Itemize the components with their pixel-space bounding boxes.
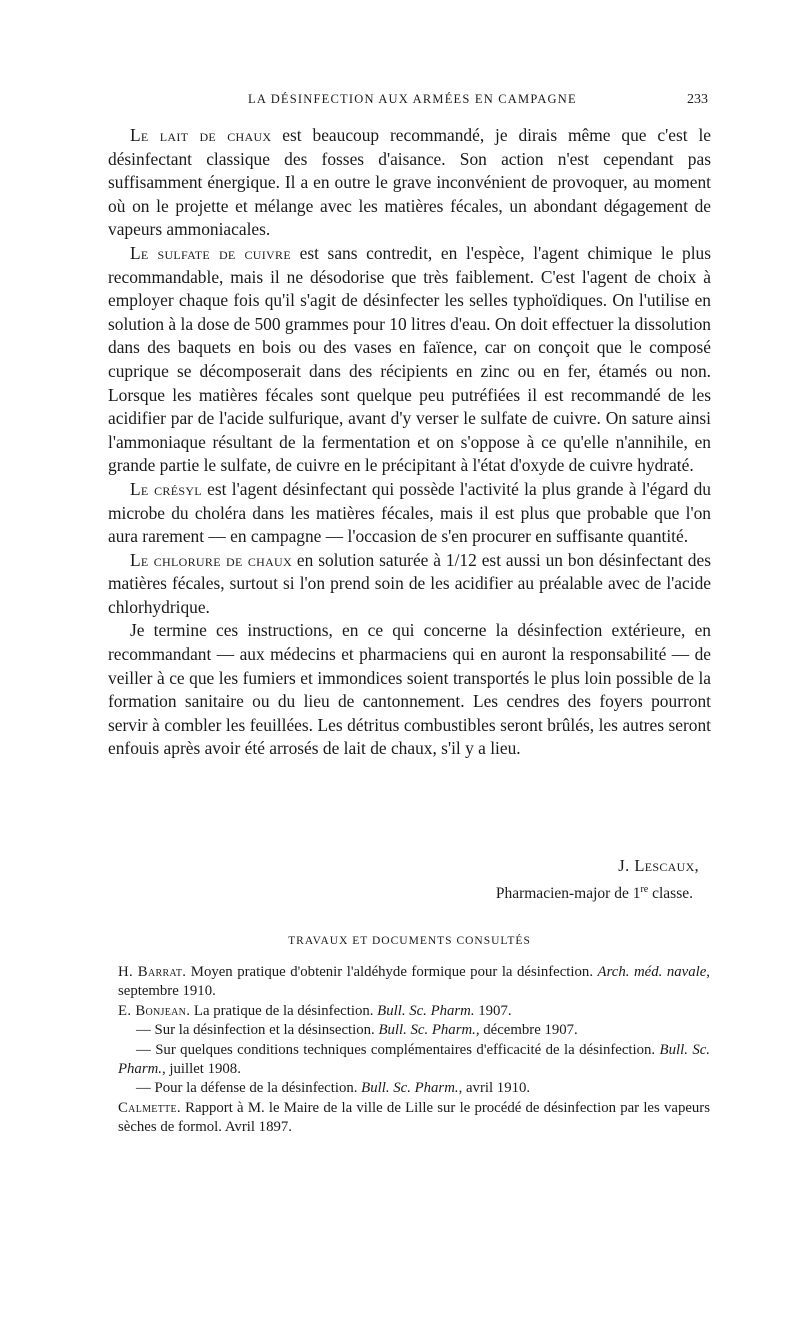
- references-heading: TRAVAUX ET DOCUMENTS CONSULTÉS: [288, 935, 531, 947]
- reference-author: Calmette.: [118, 1099, 181, 1116]
- reference-title: — Sur la désinfection et la désinsection.: [136, 1022, 379, 1039]
- paragraph-sulfate-de-cuivre: [108, 242, 711, 478]
- signature-initial: J.: [618, 856, 635, 875]
- reference-item: [118, 963, 710, 1002]
- reference-item: [118, 1079, 710, 1098]
- body-text: [108, 124, 711, 761]
- signature-role-tail: classe.: [648, 885, 693, 903]
- signature-role-sup: re: [640, 884, 649, 895]
- reference-author: H. Barrat.: [118, 964, 187, 980]
- signature-surname: Lescaux,: [634, 856, 699, 875]
- reference-source: Bull. Sc. Pharm.: [361, 1080, 459, 1097]
- paragraph-text: est l'agent désinfectant qui possède l'activité la plus grande à l'égard du microbe du choléra dans les matières fécales, mais il est plus que probable que l'on aura rarement — en campagne — l'occasion de s'en procurer en suffisante quantité.: [108, 478, 711, 547]
- paragraph-lead: Le chlorure de chaux: [130, 549, 292, 570]
- reference-title: Moyen pratique d'obtenir l'aldéhyde formique pour la désinfection.: [186, 964, 598, 980]
- reference-title: Rapport à M. le Maire de la ville de Lille sur le procédé de désinfection par les vapeurs sèches de formol. Avril 1897.: [118, 1099, 710, 1136]
- reference-date: 1907.: [474, 1002, 512, 1019]
- paragraph-chlorure-de-chaux: [108, 549, 711, 620]
- reference-source: Bull. Sc. Pharm.: [118, 1041, 710, 1078]
- paragraph-lead: Le lait de chaux: [130, 125, 272, 145]
- reference-source: Arch. méd. navale: [597, 964, 707, 980]
- reference-source: Bull. Sc. Pharm.: [377, 1002, 475, 1019]
- reference-title: — Sur quelques conditions techniques complémentaires d'efficacité de la désinfection.: [136, 1041, 660, 1058]
- reference-item: [118, 1099, 710, 1138]
- reference-source: Bull. Sc. Pharm.: [378, 1022, 476, 1039]
- signature-role-text: Pharmacien-major de 1: [495, 885, 641, 903]
- paragraph-text: Je termine ces instructions, en ce qui concerne la désinfection extérieure, en recommandant — aux médecins et pharmaciens qui en auront la responsabilité — de veiller à ce que les fumiers et immondices soient transportés le plus loin possible de la formation sanitaire ou du lieu de cantonnement. Les cendres des foyers pourront servir à combler les feuillées. Les détritus combustibles seront brûlés, les autres seront enfouis après avoir été arrosés de lait de chaux, s'il y a lieu.: [108, 620, 711, 759]
- reference-title: — Pour la défense de la désinfection.: [136, 1080, 362, 1097]
- signature: [108, 854, 711, 906]
- paragraph-text: est sans contredit, en l'espèce, l'agent chimique le plus recommandable, mais il ne désodorise que très faiblement. C'est l'agent de choix à employer chaque fois qu'il s'agit de désinfecter les selles typhoïdiques. On l'utilise en solution à la dose de 500 grammes pour 10 litres d'eau. On doit effectuer la dissolution dans des baquets en bois ou des vases en faïence, car on conçoit que le composé cuprique se décomposerait dans des récipients en zinc ou en fer, étamés ou non. Lorsque les matières fécales sont quelque peu putréfiées il est recommandé de les acidifier par de l'acide sulfurique, avant d'y verser le sulfate de cuivre. On sature ainsi l'ammoniaque résultant de la fermentation et on s'oppose à ce qu'elle n'annihile, en grande partie le sulfate, de cuivre en le précipitant à l'état d'oxyde de cuivre hydraté.: [108, 242, 712, 476]
- paragraph-lead: Le crésyl: [130, 478, 202, 499]
- paragraph-conclusion: [108, 619, 711, 761]
- running-head-title: LA DÉSINFECTION AUX ARMÉES EN CAMPAGNE: [248, 92, 577, 106]
- reference-title: La pratique de la désinfection.: [190, 1002, 378, 1019]
- reference-date: , décembre 1907.: [475, 1022, 578, 1039]
- reference-item: [118, 1041, 710, 1080]
- paragraph-text: est beaucoup recommandé, je dirais même que c'est le désinfectant classique des fosses d'aisance. Son action n'est cependant pas suffisamment énergique. Il a en outre le grave inconvénient de provoquer, au moment où on le projette et mélange avec les matières fécales, un abondant dégagement de vapeurs ammoniacales.: [108, 125, 711, 240]
- references-list: [118, 963, 710, 1138]
- reference-item: [118, 1021, 710, 1040]
- paragraph-text: en solution saturée à 1/12 est aussi un bon désinfectant des matières fécales, surtout si l'on prend soin de les acidifier au préalable avec de l'acide chlorhydrique.: [108, 549, 711, 617]
- paragraph-cresyl: [108, 478, 711, 549]
- signature-role: [108, 878, 711, 906]
- page-number: 233: [687, 92, 708, 107]
- reference-item: [118, 1002, 710, 1021]
- reference-date: , juillet 1908.: [161, 1061, 241, 1078]
- reference-date: , avril 1910.: [458, 1080, 531, 1097]
- reference-author: E. Bonjean.: [118, 1002, 191, 1019]
- paragraph-lead: Le sulfate de cuivre: [130, 242, 291, 263]
- signature-name: [108, 854, 711, 878]
- paragraph-lait-de-chaux: [108, 124, 711, 242]
- reference-date: , septembre 1910.: [118, 964, 710, 1000]
- running-head: [108, 92, 708, 112]
